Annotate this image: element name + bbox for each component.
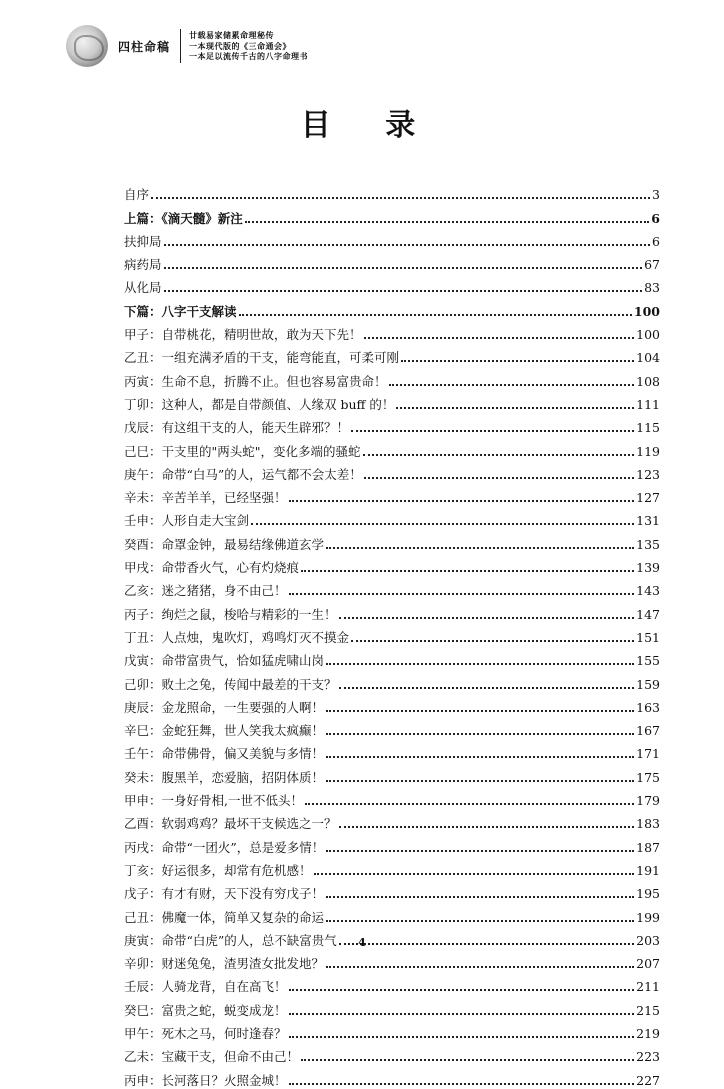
toc-entry-page: 100 <box>636 327 660 343</box>
toc-entry-page: 139 <box>636 560 660 576</box>
header <box>66 24 308 68</box>
toc-entry-page: 143 <box>636 583 660 599</box>
dot-leader <box>245 221 650 223</box>
toc-entry[interactable] <box>124 832 660 855</box>
toc-entry-title: 甲申：一身好骨相,一世不低头！ <box>124 793 303 809</box>
toc-entry-page: 199 <box>636 909 660 925</box>
dot-leader <box>326 896 634 898</box>
dot-leader <box>326 920 634 922</box>
toc-entry-page: 3 <box>652 187 660 203</box>
dot-leader <box>326 733 634 735</box>
dot-leader <box>339 687 635 689</box>
table-of-contents <box>124 180 660 1089</box>
dot-leader <box>289 593 635 595</box>
toc-entry[interactable] <box>124 390 660 413</box>
toc-entry[interactable] <box>124 716 660 739</box>
toc-entry[interactable] <box>124 1042 660 1065</box>
toc-entry[interactable] <box>124 273 660 296</box>
toc-entry-page: 119 <box>636 443 660 459</box>
header-divider <box>180 29 181 63</box>
toc-entry[interactable] <box>124 343 660 366</box>
dot-leader <box>364 337 635 339</box>
dot-leader <box>301 1059 634 1061</box>
toc-entry[interactable] <box>124 786 660 809</box>
toc-entry-title: 丁亥：好运很多，却常有危机感！ <box>124 862 312 878</box>
toc-entry-page: 115 <box>636 420 660 436</box>
toc-entry[interactable] <box>124 506 660 529</box>
dot-leader <box>351 430 634 432</box>
toc-entry-title: 病药局 <box>124 257 162 273</box>
toc-entry-page: 111 <box>636 396 660 412</box>
dot-leader <box>351 640 634 642</box>
toc-entry-title: 壬辰：人骑龙背，自在高飞！ <box>124 979 287 995</box>
page-number: 4 <box>358 936 366 949</box>
toc-entry-title: 丁丑：人点烛，鬼吹灯，鸡鸣灯灭不摸金 <box>124 629 350 645</box>
toc-entry-title: 丙寅：生命不息，折腾不止。但也容易富贵命！ <box>124 373 387 389</box>
dot-leader <box>289 989 635 991</box>
toc-entry-page: 6 <box>651 210 660 226</box>
toc-entry-page: 171 <box>636 746 660 762</box>
dot-leader <box>151 197 650 199</box>
toc-entry-page: 123 <box>636 466 660 482</box>
toc-entry-title: 己巳：干支里的"两头蛇"，变化多端的骚蛇 <box>124 443 361 459</box>
toc-entry[interactable] <box>124 902 660 925</box>
toc-entry-page: 131 <box>636 513 660 529</box>
toc-entry-title: 乙丑：一组充满矛盾的干支，能弯能直，可柔可刚 <box>124 350 400 366</box>
toc-entry-title: 下篇：八字干支解读 <box>124 303 237 319</box>
toc-entry[interactable] <box>124 1019 660 1042</box>
tagline: 廿载易家储累命理秘传 <box>189 30 275 41</box>
toc-entry-title: 从化局 <box>124 280 162 296</box>
toc-entry-page: 163 <box>636 699 660 715</box>
toc-entry-title: 癸酉：命罩金钟，最易结缘佛道玄学 <box>124 536 325 552</box>
toc-entry[interactable] <box>124 879 660 902</box>
toc-entry-title: 乙酉：软弱鸡鸡？最坏干支候选之一？ <box>124 816 337 832</box>
dot-leader <box>326 966 634 968</box>
toc-entry[interactable] <box>124 413 660 436</box>
dot-leader <box>251 523 634 525</box>
dot-leader <box>339 826 635 828</box>
toc-entry-page: 207 <box>636 956 660 972</box>
toc-entry-title: 乙未：宝藏干支，但命不由己！ <box>124 1049 300 1065</box>
toc-entry-title: 戊子：有才有财，天下没有穷戊子！ <box>124 886 325 902</box>
toc-entry-title: 戊辰：有这组干支的人，能天生辟邪？！ <box>124 420 350 436</box>
toc-entry[interactable] <box>124 739 660 762</box>
toc-entry-title: 丙戌：命带“一团火”，总是爱多情！ <box>124 839 325 855</box>
dot-leader <box>289 1013 635 1015</box>
toc-entry-page: 147 <box>636 606 660 622</box>
dot-leader <box>326 756 634 758</box>
toc-entry-page: 227 <box>636 1072 660 1088</box>
dot-leader <box>326 710 634 712</box>
toc-entry-title: 己卯：败土之兔，传闻中最差的干支？ <box>124 676 337 692</box>
toc-entry[interactable] <box>124 856 660 879</box>
toc-entry-title: 甲子：自带桃花，精明世故，敢为天下先！ <box>124 327 362 343</box>
toc-entry[interactable] <box>124 669 660 692</box>
toc-entry[interactable] <box>124 949 660 972</box>
toc-entry[interactable] <box>124 436 660 459</box>
toc-entry[interactable] <box>124 995 660 1018</box>
tagline: 一本足以流传千古的八字命理书 <box>189 51 309 62</box>
toc-entry-page: 219 <box>636 1025 660 1041</box>
toc-entry-page: 195 <box>636 886 660 902</box>
dot-leader <box>301 570 634 572</box>
toc-entry-title: 丙申：长河落日？火照金城！ <box>124 1072 287 1088</box>
dot-leader <box>289 1083 635 1085</box>
dot-leader <box>364 477 634 479</box>
dot-leader <box>326 663 634 665</box>
toc-entry-page: 223 <box>636 1049 660 1065</box>
dot-leader <box>305 803 634 805</box>
toc-entry[interactable] <box>124 599 660 622</box>
toc-entry[interactable] <box>124 529 660 552</box>
toc-entry-title: 甲午：死木之马，何时逢春？ <box>124 1025 287 1041</box>
logo-icon <box>66 25 108 67</box>
toc-entry-page: 167 <box>636 723 660 739</box>
toc-entry-title: 辛未：辛苦羊羊，已经坚强！ <box>124 490 287 506</box>
toc-entry-page: 215 <box>636 1002 660 1018</box>
toc-entry[interactable] <box>124 553 660 576</box>
toc-entry[interactable] <box>124 809 660 832</box>
dot-leader <box>401 360 634 362</box>
toc-entry-page: 191 <box>636 862 660 878</box>
toc-entry-title: 庚寅：命带“白虎”的人，总不缺富贵气 <box>124 932 337 948</box>
toc-entry-page: 108 <box>636 373 660 389</box>
toc-entry-page: 135 <box>636 536 660 552</box>
dot-leader <box>289 1036 635 1038</box>
dot-leader <box>389 384 635 386</box>
tagline: 一本现代版的《三命通会》 <box>189 40 292 51</box>
toc-entry-page: 67 <box>644 257 660 273</box>
toc-entry-title: 癸未：腹黑羊，恋爱脑，招阴体质！ <box>124 769 325 785</box>
toc-entry-page: 187 <box>636 839 660 855</box>
toc-entry[interactable] <box>124 296 660 319</box>
toc-entry[interactable] <box>124 460 660 483</box>
toc-entry-title: 壬申：人形自走大宝剑 <box>124 513 250 529</box>
toc-entry[interactable] <box>124 646 660 669</box>
toc-entry-page: 159 <box>636 676 660 692</box>
toc-entry-page: 6 <box>652 233 660 249</box>
dot-leader <box>339 617 635 619</box>
page-title: 目 录 <box>300 108 438 143</box>
dot-leader <box>164 244 651 246</box>
toc-entry-page: 83 <box>644 280 660 296</box>
toc-entry-title: 乙亥：迷之猪猪，身不由己！ <box>124 583 287 599</box>
toc-entry[interactable] <box>124 203 660 226</box>
toc-entry-title: 壬午：命带佛骨，偏又美貌与多情！ <box>124 746 325 762</box>
toc-entry-page: 175 <box>636 769 660 785</box>
toc-entry-page: 211 <box>636 979 660 995</box>
toc-entry-page: 203 <box>636 932 660 948</box>
toc-entry-title: 己丑：佛魔一体，简单又复杂的命运 <box>124 909 325 925</box>
toc-entry-title: 丙子：绚烂之鼠，梭哈与精彩的一生！ <box>124 606 337 622</box>
dot-leader <box>326 850 634 852</box>
toc-entry-title: 辛巳：金蛇狂舞，世人笑我太疯癫！ <box>124 723 325 739</box>
toc-entry-page: 100 <box>633 303 660 319</box>
toc-entry[interactable] <box>124 366 660 389</box>
toc-entry-page: 155 <box>636 653 660 669</box>
toc-entry-page: 104 <box>636 350 660 366</box>
toc-entry-page: 183 <box>636 816 660 832</box>
brand-name: 四柱命稿 <box>118 39 171 54</box>
dot-leader <box>326 547 634 549</box>
toc-entry[interactable] <box>124 693 660 716</box>
toc-entry-page: 179 <box>636 793 660 809</box>
dot-leader <box>363 454 635 456</box>
toc-entry[interactable] <box>124 483 660 506</box>
toc-entry-page: 151 <box>636 629 660 645</box>
toc-entry-title: 扶抑局 <box>124 233 162 249</box>
toc-entry-title: 庚辰：金龙照命，一生要强的人啊！ <box>124 699 325 715</box>
toc-entry-title: 庚午：命带“白马”的人，运气都不会太差！ <box>124 466 362 482</box>
toc-entry[interactable] <box>124 1065 660 1088</box>
toc-entry[interactable] <box>124 576 660 599</box>
dot-leader <box>164 267 643 269</box>
toc-entry-page: 127 <box>636 490 660 506</box>
toc-entry[interactable] <box>124 250 660 273</box>
brand-taglines <box>189 30 308 62</box>
dot-leader <box>314 873 635 875</box>
toc-entry[interactable] <box>124 180 660 203</box>
toc-entry[interactable] <box>124 762 660 785</box>
toc-entry[interactable] <box>124 623 660 646</box>
toc-entry-title: 上篇：《滴天髓》新注 <box>124 210 243 226</box>
toc-entry-title: 丁卯：这种人，都是自带颜值、人缘双 buff 的！ <box>124 396 395 412</box>
toc-entry-title: 自序 <box>124 187 150 203</box>
dot-leader <box>239 314 632 316</box>
toc-entry-title: 癸巳：富贵之蛇，蜕变成龙！ <box>124 1002 287 1018</box>
toc-entry-title: 甲戌：命带香火气，心有灼烧痕 <box>124 560 300 576</box>
dot-leader <box>164 290 643 292</box>
toc-entry[interactable] <box>124 972 660 995</box>
dot-leader <box>289 500 635 502</box>
toc-entry[interactable] <box>124 320 660 343</box>
toc-entry[interactable] <box>124 227 660 250</box>
dot-leader <box>396 407 634 409</box>
dot-leader <box>326 780 634 782</box>
toc-entry-title: 戊寅：命带富贵气，恰如猛虎啸山岗 <box>124 653 325 669</box>
toc-entry-title: 辛卯：财迷兔兔，渣男渣女批发地？ <box>124 956 325 972</box>
